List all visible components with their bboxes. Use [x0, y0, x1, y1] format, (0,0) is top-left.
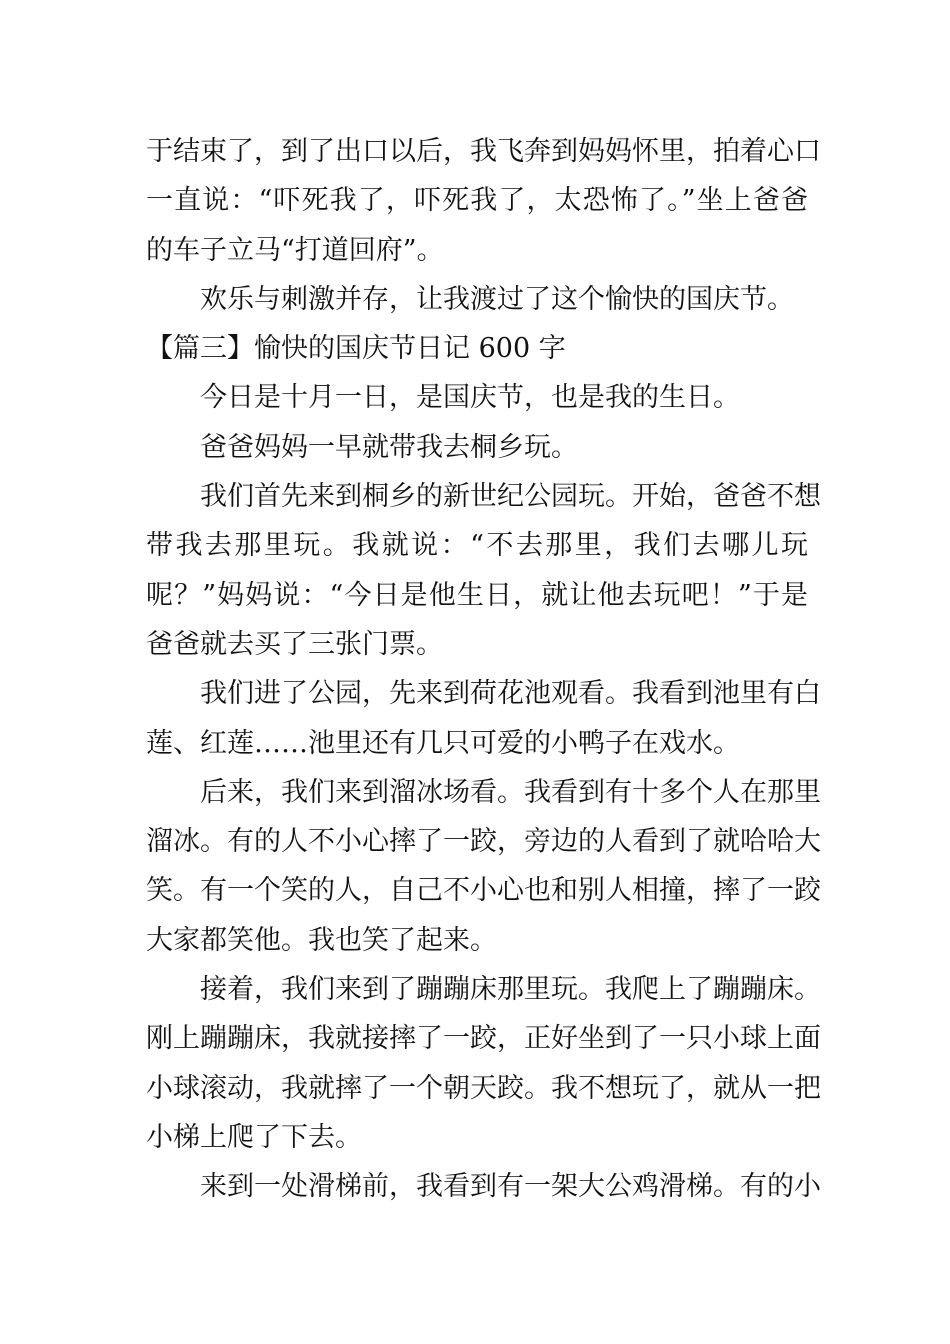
paragraph: [146, 373, 808, 422]
section-heading: [146, 324, 808, 373]
text-line: 后来，我们来到溜冰场看。我看到有十多个人在那里: [200, 776, 821, 808]
text-line: 小球滚动，我就摔了一个朝天跤。我不想玩了，就从一把: [146, 1072, 821, 1104]
text-line: 的车子立马“打道回府”。: [146, 234, 444, 266]
text-line: 来到一处滑梯前，我看到有一架大公鸡滑梯。有的小: [200, 1171, 821, 1203]
paragraph: [146, 669, 821, 768]
text-line: 刚上蹦蹦床，我就接摔了一跤，正好坐到了一只小球上面: [146, 1023, 821, 1055]
paragraph: [146, 127, 821, 275]
paragraph: [146, 423, 808, 472]
text-line: 今日是十月一日，是国庆节，也是我的生日。: [200, 382, 740, 414]
text-line: 于结束了，到了出口以后，我飞奔到妈妈怀里，拍着心口: [146, 136, 821, 167]
text-line: 溜冰。有的人不小心摔了一跤，旁边的人看到了就哈哈大: [146, 826, 821, 858]
text-line: 莲、红莲……池里还有几只可爱的小鸭子在戏水。: [146, 727, 740, 759]
text-line: 我们首先来到桐乡的新世纪公园玩。开始，爸爸不想: [200, 481, 821, 513]
document-body: [146, 127, 821, 1212]
paragraph: [146, 1162, 821, 1211]
text-line: 笑。有一个笑的人，自己不小心也和别人相撞，摔了一跤: [146, 875, 821, 907]
text-line: 一直说：“吓死我了，吓死我了，太恐怖了。”坐上爸爸: [146, 185, 808, 217]
text-line: 接着，我们来到了蹦蹦床那里玩。我爬上了蹦蹦床。: [200, 974, 821, 1006]
text-line: 欢乐与刺激并存，让我渡过了这个愉快的国庆节。: [200, 283, 794, 315]
section-heading-text: 【篇三】愉快的国庆节日记 600 字: [146, 333, 566, 365]
text-line: 带我去那里玩。我就说：“不去那里，我们去哪儿玩: [146, 530, 808, 562]
paragraph: [146, 275, 808, 324]
text-line: 我们进了公园，先来到荷花池观看。我看到池里有白: [200, 678, 821, 710]
paragraph: [146, 472, 821, 669]
text-line: 爸爸就去买了三张门票。: [146, 628, 443, 660]
text-line: 大家都笑他。我也笑了起来。: [146, 924, 497, 956]
text-line: 爸爸妈妈一早就带我去桐乡玩。: [200, 431, 578, 463]
paragraph: [146, 965, 821, 1162]
paragraph: [146, 768, 821, 965]
text-line: 小梯上爬了下去。: [146, 1121, 362, 1153]
text-line: 呢？”妈妈说：“今日是他生日，就让他去玩吧！”于是: [146, 579, 808, 611]
